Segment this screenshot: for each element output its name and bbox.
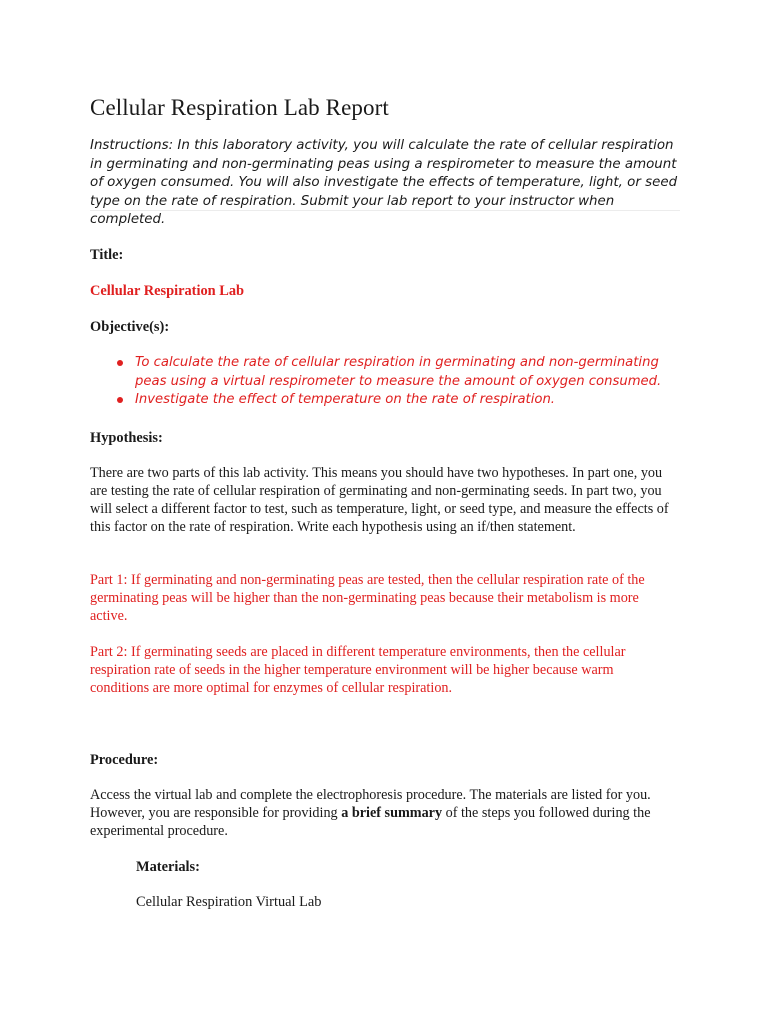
objective-text: Investigate the effect of temperature on the rate of respiration. <box>135 392 555 407</box>
objectives-list <box>90 354 670 410</box>
objective-item <box>90 354 670 391</box>
hypothesis-heading: Hypothesis: <box>90 430 163 446</box>
bullet-icon <box>117 360 123 366</box>
procedure-text-end: of the steps you followed during the experimental procedure. <box>90 805 651 839</box>
divider-line <box>90 210 680 211</box>
title-heading: Title: <box>90 247 124 263</box>
title-value: Cellular Respiration Lab <box>90 283 245 299</box>
bullet-icon <box>117 397 123 403</box>
objective-text: To calculate the rate of cellular respiration in germinating and non-germinating peas using a virtual respirometer to measure the amount of oxygen consumed. <box>135 355 662 389</box>
procedure-emphasis: a brief summary <box>341 805 443 821</box>
objective-item <box>90 391 670 410</box>
hypothesis-part2: Part 2: If germinating seeds are placed in different temperature environments, then the cellular respiration rate of seeds in the higher temperature environment will be higher because warm conditions are more optimal for enzymes of cellular respiration. <box>90 644 626 696</box>
instructions-paragraph: Instructions: In this laboratory activity, you will calculate the rate of cellular respiration in germinating and non-germinating peas using a respirometer to measure the amount of oxygen consumed. You will also investigate the effects of temperature, light, or seed type on the rate of respiration. Submit your lab report to your instructor when completed. <box>90 138 678 228</box>
hypothesis-intro: There are two parts of this lab activity. This means you should have two hypotheses. In part one, you are testing the rate of cellular respiration of germinating and non-germinating seeds. In part two, you will select a different factor to test, such as temperature, light, or seed type, and measure the effects of this factor on the rate of respiration. Write each hypothesis using an if/then statement. <box>90 465 669 535</box>
procedure-text-start: Access the virtual lab and complete the electrophoresis procedure. The materials are listed for you. However, you are responsible for providing <box>90 787 651 821</box>
procedure-heading: Procedure: <box>90 752 159 768</box>
materials-heading: Materials: <box>136 859 200 875</box>
objectives-heading: Objective(s): <box>90 319 170 335</box>
procedure-paragraph <box>90 786 670 840</box>
materials-item: Cellular Respiration Virtual Lab <box>136 894 322 910</box>
document-title: Cellular Respiration Lab Report <box>90 95 389 120</box>
hypothesis-part1: Part 1: If germinating and non-germinating peas are tested, then the cellular respiration rate of the germinating peas will be higher than the non-germinating peas because their metabolism is more active. <box>90 572 645 624</box>
